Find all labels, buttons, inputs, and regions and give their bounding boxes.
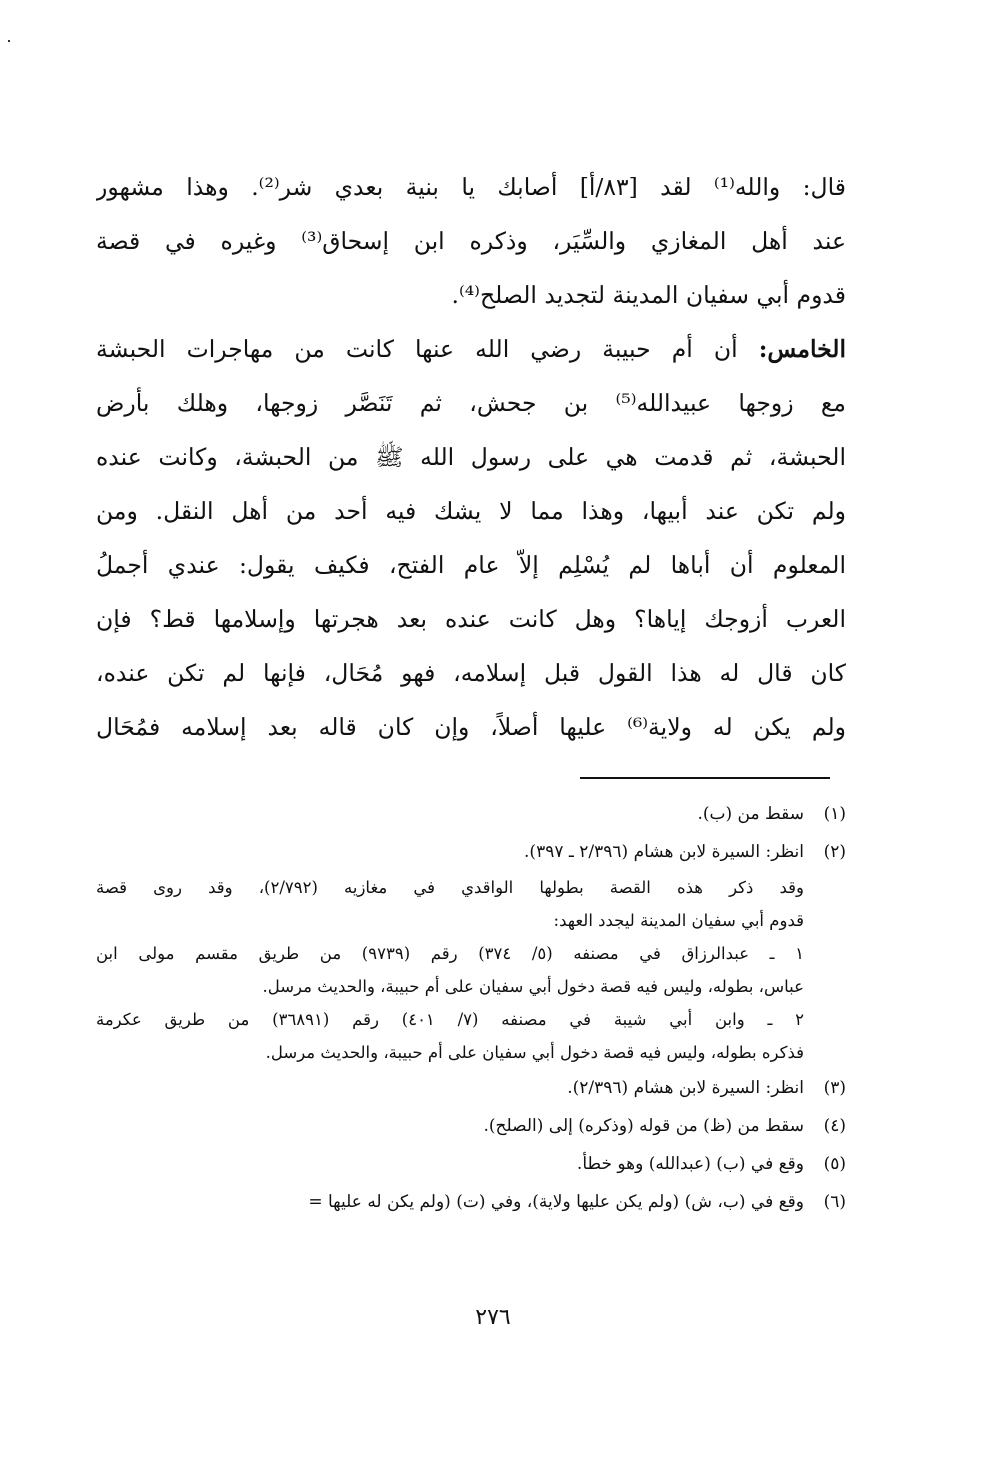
footnote-number: (٥) <box>823 1154 846 1174</box>
text-line: المعلوم أن أباها لم يُسْلِم إلاّ عام الفتح، فكيف يقول: عندي أجملُ <box>96 551 846 579</box>
text-line: العرب أزوجك إياها؟ وهل كانت عنده بعد هجرتها وإسلامها قط؟ فإن <box>96 605 846 633</box>
scan-speck <box>8 40 10 42</box>
page-number: ٢٧٦ <box>475 1305 511 1330</box>
footnote-number: (٢) <box>823 842 846 862</box>
footnote-text: وقع في (ب) (عبدالله) وهو خطأ. <box>576 1154 804 1174</box>
text-line: الحبشة، ثم قدمت هي على رسول الله ﷺ من الحبشة، وكانت عنده <box>96 443 846 471</box>
footnote-text: سقط من (ب). <box>697 804 804 824</box>
footnote-line: فذكره بطوله، وليس فيه قصة دخول أبي سفيان على أم حبيبة، والحديث مرسل. <box>265 1043 804 1062</box>
footnote-number: (٦) <box>823 1192 846 1212</box>
footnote-number: (٣) <box>823 1078 846 1098</box>
footnote-number: (٤) <box>823 1116 846 1136</box>
footnote-line: عباس، بطوله، وليس فيه قصة دخول أبي سفيان على أم حبيبة، والحديث مرسل. <box>262 977 804 996</box>
text-line: مع زوجها عبيدالله⁽⁵⁾ بن جحش، ثم تَنَصَّر زوجها، وهلك بأرض <box>96 389 846 417</box>
footnote-2-details <box>96 871 846 1069</box>
footnote-text: انظر: السيرة لابن هشام (٢/٣٩٦ ـ ٣٩٧). <box>524 842 804 862</box>
footnote-5 <box>96 1145 846 1183</box>
footnote-text: انظر: السيرة لابن هشام (٢/٣٩٦). <box>567 1078 804 1098</box>
text-line: قال: والله⁽¹⁾ لقد [٨٣/أ] أصابك يا بنية بعدي شر⁽²⁾. وهذا مشهور <box>96 173 846 201</box>
text-line: كان قال له هذا القول قبل إسلامه، فهو مُحَال، فإنها لم تكن عنده، <box>96 659 846 687</box>
footnote-line: ٢ ـ وابن أبي شيبة في مصنفه (٧/ ٤٠١) رقم (٣٦٨٩١) من طريق عكرمة <box>96 1010 804 1029</box>
footnote-text: سقط من (ظ) من قوله (وذكره) إلى (الصلح). <box>483 1116 804 1136</box>
footnote-1 <box>96 795 846 833</box>
text-line: عند أهل المغازي والسِّيَر، وذكره ابن إسحاق⁽³⁾ وغيره في قصة <box>96 227 846 255</box>
paragraph-first-line <box>96 322 846 376</box>
footnote-line: ١ ـ عبدالرزاق في مصنفه (٥/ ٣٧٤) رقم (٩٧٣٩) من طريق مقسم مولى ابن <box>96 944 804 963</box>
footnote-text: وقع في (ب، ش) (ولم يكن عليها ولاية)، وفي (ت) (ولم يكن له عليها = <box>308 1192 804 1212</box>
text-line: ولم تكن عند أبيها، وهذا مما لا يشك فيه أحد من أهل النقل. ومن <box>96 497 846 525</box>
footnote-2 <box>96 833 846 871</box>
text-line: قدوم أبي سفيان المدينة لتجديد الصلح⁽⁴⁾. <box>451 281 846 309</box>
footnote-6 <box>96 1183 846 1221</box>
paragraph-first-line-text: أن أم حبيبة رضي الله عنها كانت من مهاجرات الحبشة <box>96 335 759 363</box>
footnote-4 <box>96 1107 846 1145</box>
footnotes <box>96 795 846 1221</box>
main-text <box>96 160 846 754</box>
footnote-line: قدوم أبي سفيان المدينة ليجدد العهد: <box>553 911 804 930</box>
text-line: ولم يكن له ولاية⁽⁶⁾ عليها أصلاً، وإن كان قاله بعد إسلامه فمُحَال <box>96 713 846 741</box>
footnote-separator <box>580 777 830 779</box>
footnote-number: (١) <box>823 804 846 824</box>
footnote-line: وقد ذكر هذه القصة بطولها الواقدي في مغازيه (٢/٧٩٢)، وقد روى قصة <box>96 878 804 897</box>
footnote-3 <box>96 1069 846 1107</box>
paragraph-lead: الخامس: <box>758 335 846 363</box>
